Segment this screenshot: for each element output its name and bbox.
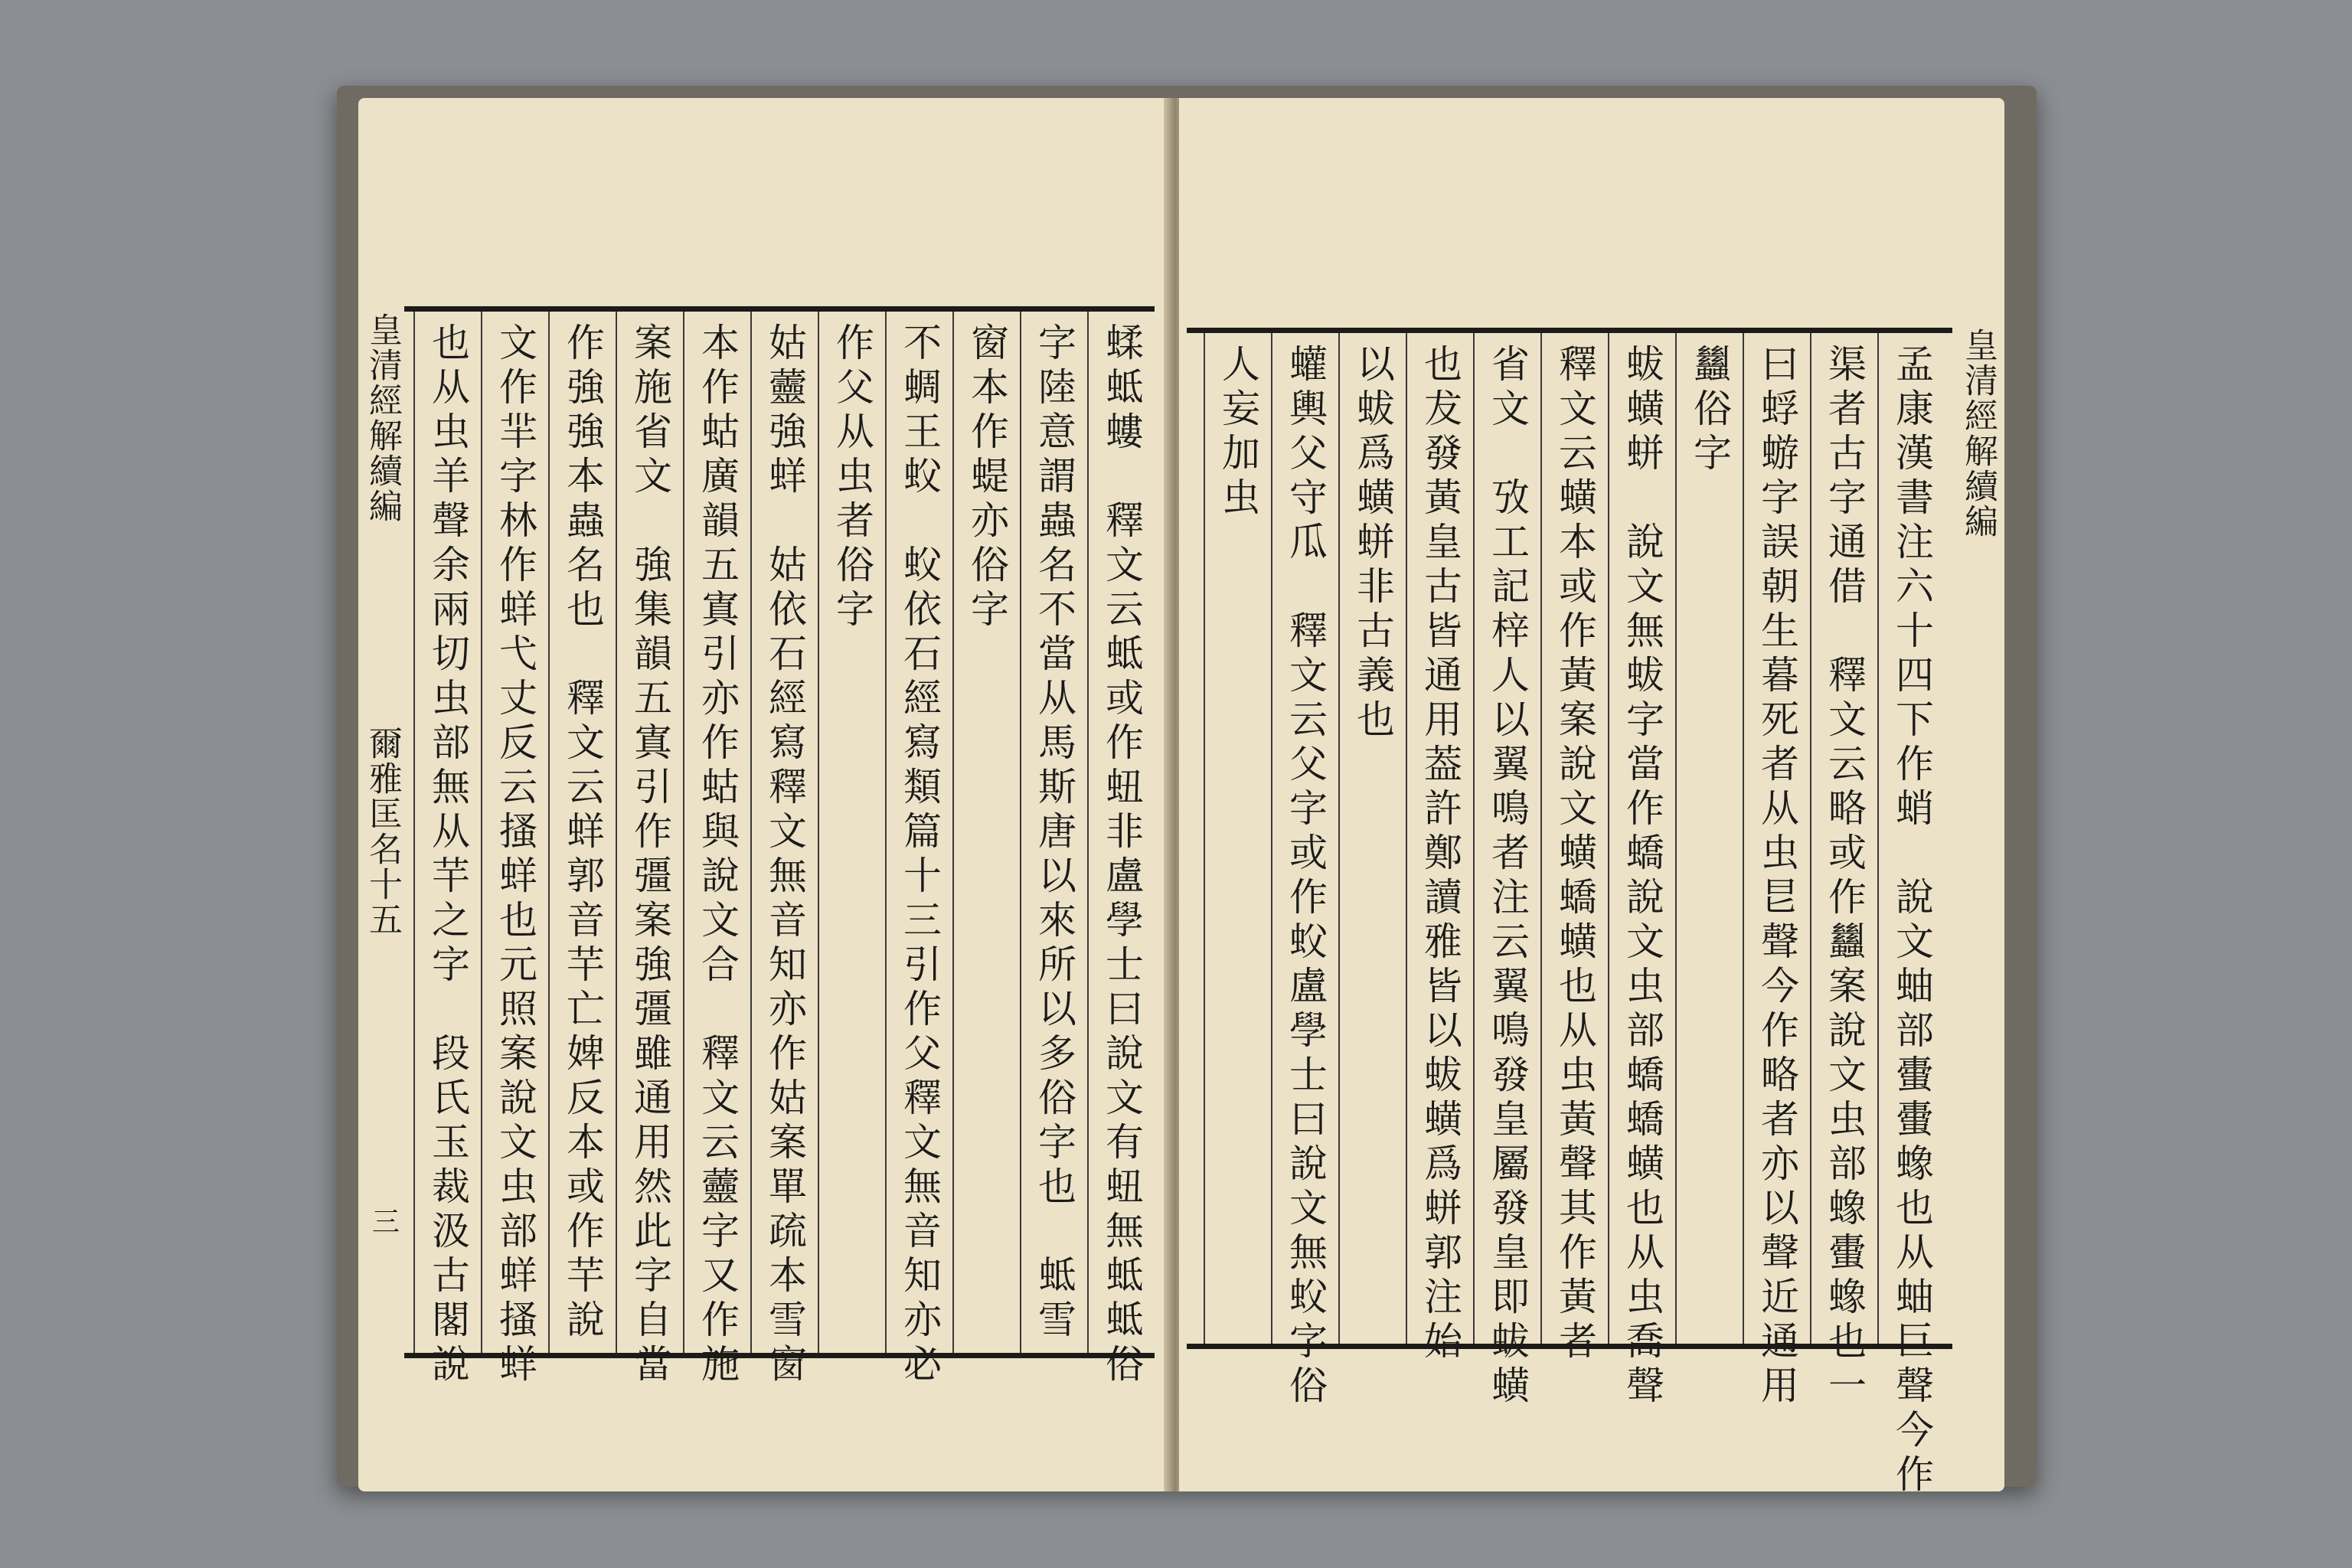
- left-margin-title: [358, 312, 406, 524]
- text-column: [548, 312, 616, 1353]
- column-text: 渠者古字通借 釋文云略或作蠿案說文虫部蟓蟗蟓也一: [1822, 344, 1867, 1410]
- text-column: [413, 312, 481, 1388]
- column-text: 以蛂爲蟥蛢非古義也: [1351, 344, 1395, 743]
- text-column: [616, 312, 683, 1388]
- right-text-frame: [1187, 328, 1952, 1498]
- column-text: 窗本作蝭亦俗字: [965, 322, 1009, 633]
- text-column: [1877, 333, 1945, 1498]
- text-column: [1810, 333, 1877, 1410]
- text-column: [1204, 333, 1271, 1344]
- text-column: [481, 312, 548, 1388]
- column-text: 作父从虫者俗字: [830, 322, 874, 633]
- left-text-frame: [404, 306, 1155, 1388]
- column-text: 案施省文 強集韻五寘引作彊案強彊雖通用然此字自當: [628, 322, 672, 1388]
- column-text: 本作蛄廣韻五寘引亦作蛄與說文合 釋文云䖅字又作施: [695, 322, 740, 1388]
- text-column: [1473, 333, 1540, 1410]
- left-margin-subtitle: [358, 726, 406, 937]
- column-text: 不蜩王蚥 蚥依石經寫類篇十三引作父釋文無音知亦必: [897, 322, 942, 1388]
- column-text: 姑䖅強蛘 姑依石經寫釋文無音知亦作姑案單疏本雪窗: [763, 322, 807, 1388]
- column-text: 曰蜉蝣字誤朝生暮死者从虫㫐聲今作略者亦以聲近通用: [1755, 344, 1799, 1410]
- column-text: 釋文云蟥本或作黃案說文蟥蟜蟥也从虫黃聲其作黃者: [1553, 344, 1597, 1365]
- column-text: 作強強本蟲名也 釋文云蛘郭音芉亡婢反本或作芉說: [560, 322, 605, 1344]
- text-column: [1087, 312, 1155, 1388]
- text-column: [1338, 333, 1406, 1344]
- right-margin-title: [1954, 328, 2001, 539]
- column-text: 字陸意謂蟲名不當从馬斯唐以來所以多俗字也 蚳雪: [1032, 322, 1076, 1344]
- column-text: 省文 攷工記梓人以翼鳴者注云翼鳴發皇屬發皇即蛂蟥: [1485, 344, 1530, 1410]
- text-column: [683, 312, 750, 1388]
- column-text: 蠸輿父守瓜 釋文云父字或作蚥盧學士曰說文無蚥字俗: [1283, 344, 1328, 1410]
- right-margin-title-text: 皇清經解續編: [1958, 328, 1998, 539]
- left-margin-title-text: 皇清經解續編: [363, 312, 402, 524]
- column-text: 蠿俗字: [1687, 344, 1732, 477]
- left-page-number: 三: [372, 1207, 400, 1238]
- column-text: 蛂蟥蛢 說文無蛂字當作蟜說文虫部蟜蟜蟥也从虫喬聲: [1620, 344, 1664, 1410]
- column-text: 蝚蚳螻 釋文云蚳或作䖡非盧學士曰說文有䖡無蚳蚳俗: [1099, 322, 1144, 1388]
- text-column: [952, 312, 1020, 1353]
- text-column: [1675, 333, 1743, 1344]
- text-column: [1743, 333, 1810, 1410]
- column-text: 孟康漢書注六十四下作蛸 說文蚰部蟗蟗蟓也从蚰巨聲今作: [1890, 344, 1934, 1498]
- text-column: [1406, 333, 1473, 1365]
- text-column: [1540, 333, 1608, 1365]
- text-column: [750, 312, 818, 1388]
- column-text: 文作羋字林作蛘弋丈反云搔蛘也元照案說文虫部蛘搔蛘: [493, 322, 537, 1388]
- text-column: [1020, 312, 1087, 1353]
- right-page: [1179, 98, 2004, 1498]
- text-column: [1608, 333, 1675, 1410]
- column-text: 也犮發黃皇古皆通用葢許鄭讀雅皆以蛂蟥爲蛢郭注始: [1418, 344, 1462, 1365]
- column-text: 也从虫羊聲余兩切虫部無从芉之字 段氏玉裁汲古閣說: [426, 322, 470, 1388]
- column-text: 人妄加虫: [1216, 344, 1260, 521]
- left-margin-subtitle-text: 爾雅匡名十五: [363, 726, 402, 937]
- text-column: [818, 312, 885, 1353]
- text-column: [1271, 333, 1338, 1410]
- left-page: [358, 98, 1168, 1491]
- text-column: [885, 312, 952, 1388]
